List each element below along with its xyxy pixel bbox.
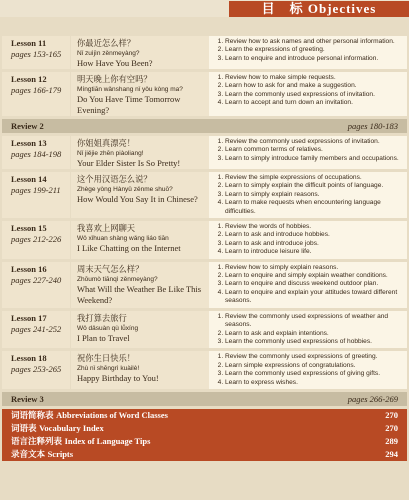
header-banner — [0, 0, 409, 17]
lesson-title-english: Happy Birthday to You! — [77, 373, 159, 384]
review-row — [2, 119, 407, 136]
lesson-info — [2, 72, 70, 116]
lesson-title-pinyin: Zhōumò tiānqì zěnmeyàng? — [77, 275, 158, 283]
appendix-section — [2, 409, 407, 461]
lesson-title-chinese: 你姐姐真漂亮！ — [77, 138, 136, 148]
lesson-title-chinese: 周末天气怎么样？ — [77, 263, 144, 274]
lesson-title-block — [70, 221, 209, 259]
lesson-objectives — [209, 351, 407, 389]
lesson-objectives — [209, 72, 407, 116]
appendix-row — [2, 422, 407, 435]
lesson-pages: pages 212-226 — [11, 234, 62, 245]
lesson-info — [2, 262, 70, 308]
appendix-page: 289 — [385, 436, 398, 447]
objective-item: 1. Review how to make simple requests. — [225, 74, 403, 82]
lesson-row — [2, 221, 407, 262]
objective-item: 1. Review the commonly used expressions of invitation. — [225, 138, 403, 146]
lesson-title-block — [70, 72, 209, 116]
appendix-title-english: Abbreviations of Word Classes — [56, 410, 168, 421]
objective-item: 2. Learn simple expressions of congratulations. — [225, 362, 403, 370]
lesson-number: Lesson 17 — [11, 312, 47, 323]
objective-list — [213, 138, 403, 163]
lesson-title-chinese: 我打算去旅行 — [77, 312, 127, 323]
objective-list — [213, 174, 403, 216]
lesson-info — [2, 221, 70, 259]
lesson-row — [2, 351, 407, 392]
lesson-info — [2, 311, 70, 349]
lesson-pages: pages 184-198 — [11, 149, 62, 159]
objective-item: 4. Learn to accept and turn down an invitation. — [225, 99, 403, 107]
lesson-title-pinyin: Míngtiān wǎnshang nǐ yǒu kòng ma? — [77, 86, 183, 93]
lesson-objectives — [209, 262, 407, 308]
objective-item: 2. Learn common terms of relatives. — [225, 146, 403, 154]
objectives-table — [2, 36, 407, 461]
objective-item: 1. Review the words of hobbies. — [225, 223, 403, 231]
appendix-title-english: Index of Language Tips — [64, 436, 151, 447]
lesson-info — [2, 351, 70, 389]
lesson-objectives — [209, 136, 407, 169]
objective-list — [213, 74, 403, 108]
appendix-row — [2, 409, 407, 422]
lesson-title-block — [70, 311, 209, 349]
lesson-title-pinyin: Nǐ zuìjìn zěnmeyàng? — [77, 50, 140, 57]
appendix-title-chinese: 词语简称表 — [11, 410, 54, 421]
lesson-title-chinese: 明天晚上你有空吗？ — [77, 74, 152, 84]
objective-item: 3. Learn to simply introduce family members and occupations. — [225, 155, 403, 163]
objective-item: 2. Learn the expressions of greeting. — [225, 46, 403, 54]
lesson-title-chinese: 你最近怎么样？ — [77, 38, 136, 48]
lesson-title-english: What Will the Weather Be Like This Weekend? — [77, 283, 202, 305]
review-row — [2, 392, 407, 409]
lesson-title-english: How Have You Been? — [77, 58, 153, 68]
lesson-title-block — [70, 172, 209, 218]
review-title: Review 3 — [11, 393, 44, 404]
objective-item: 3. Learn the commonly used expressions of giving gifts. — [225, 370, 403, 378]
objective-list — [213, 264, 403, 306]
objective-item: 1. Review the commonly used expressions of greeting. — [225, 353, 403, 361]
lesson-row — [2, 136, 407, 172]
objective-list — [213, 313, 403, 347]
objective-item: 4. Learn to express wishes. — [225, 379, 403, 387]
appendix-title-chinese: 词语表 — [11, 423, 37, 434]
objective-item: 2. Learn to ask and explain intentions. — [225, 330, 403, 338]
lesson-row — [2, 172, 407, 221]
objective-item: 4. Learn to make requests when encountering language difficulties. — [225, 199, 403, 216]
appendix-title-english: Scripts — [47, 449, 74, 460]
lesson-objectives — [209, 172, 407, 218]
lesson-info — [2, 172, 70, 218]
objective-item: 3. Learn to ask and introduce jobs. — [225, 240, 403, 248]
objective-item: 1. Review the simple expressions of occupations. — [225, 174, 403, 182]
lesson-title-english: I Like Chatting on the Internet — [77, 243, 181, 254]
lesson-title-english: Your Elder Sister Is So Pretty! — [77, 158, 181, 168]
lesson-title-english: I Plan to Travel — [77, 332, 130, 343]
page-title: 目 标 Objectives — [229, 1, 409, 17]
lesson-info — [2, 36, 70, 69]
lesson-title-pinyin: Zhù nǐ shēngrì kuàilè! — [77, 365, 140, 373]
objective-item: 2. Learn to simply explain the difficult points of language. — [225, 182, 403, 190]
appendix-page: 270 — [385, 423, 398, 434]
objective-list — [213, 353, 403, 387]
lesson-pages: pages 199-211 — [11, 185, 61, 195]
objective-list — [213, 223, 403, 257]
objective-item: 1. Review how to ask names and other personal information. — [225, 38, 403, 46]
lesson-pages: pages 153-165 — [11, 49, 62, 59]
objective-item: 3. Learn to enquire and discuss weekend outdoor plan. — [225, 280, 403, 288]
lesson-title-block — [70, 36, 209, 69]
lesson-number: Lesson 18 — [11, 353, 47, 364]
lesson-number: Lesson 16 — [11, 263, 47, 274]
lesson-number: Lesson 12 — [11, 74, 47, 84]
appendix-page: 294 — [385, 449, 398, 460]
lesson-row — [2, 262, 407, 311]
objective-item: 4. Learn to enquire and explain your attitudes toward different seasons. — [225, 289, 403, 306]
objective-item: 3. Learn to simply explain reasons. — [225, 191, 403, 199]
lesson-number: Lesson 14 — [11, 174, 47, 184]
lesson-number: Lesson 13 — [11, 138, 47, 148]
appendix-title — [11, 435, 150, 447]
appendix-title-chinese: 语言注释列表 — [11, 436, 63, 447]
lesson-row — [2, 311, 407, 352]
lesson-title-pinyin: Zhège yòng Hànyǔ zěnme shuō? — [77, 186, 173, 193]
lesson-title-pinyin: Wǒ dǎsuàn qù lǚxíng — [77, 324, 139, 332]
objective-item: 2. Learn how to ask for and make a suggestion. — [225, 82, 403, 90]
review-title: Review 2 — [11, 121, 44, 131]
objective-list — [213, 38, 403, 63]
review-pages: pages 180-183 — [347, 121, 398, 131]
lesson-pages: pages 166-179 — [11, 85, 62, 95]
lesson-info — [2, 136, 70, 169]
lesson-title-pinyin: Nǐ jiějie zhēn piàoliang! — [77, 150, 144, 157]
objective-item: 3. Learn the commonly used expressions of hobbies. — [225, 338, 403, 346]
objective-item: 4. Learn to introduce leisure life. — [225, 248, 403, 256]
lesson-pages: pages 253-265 — [11, 364, 62, 375]
appendix-title — [11, 448, 73, 460]
lesson-objectives — [209, 36, 407, 69]
lesson-title-block — [70, 262, 209, 308]
lesson-pages: pages 227-240 — [11, 274, 62, 285]
lesson-number: Lesson 15 — [11, 223, 47, 234]
lesson-title-block — [70, 136, 209, 169]
lesson-objectives — [209, 311, 407, 349]
objective-item: 3. Learn to enquire and introduce personal information. — [225, 55, 403, 63]
lesson-objectives — [209, 221, 407, 259]
objective-item: 3. Learn the commonly used expressions of invitation. — [225, 91, 403, 99]
lesson-title-chinese: 这个用汉语怎么说？ — [77, 174, 152, 184]
appendix-row — [2, 435, 407, 448]
appendix-title — [11, 422, 104, 434]
appendix-title — [11, 409, 168, 421]
lesson-title-pinyin: Wǒ xǐhuan shàng wǎng liáo tiān — [77, 235, 169, 243]
lesson-title-block — [70, 351, 209, 389]
objective-item: 2. Learn to ask and introduce hobbies. — [225, 231, 403, 239]
lesson-number: Lesson 11 — [11, 38, 47, 48]
objective-item: 2. Learn to enquire and simply explain weather conditions. — [225, 272, 403, 280]
lesson-title-english: How Would You Say It in Chinese? — [77, 194, 198, 204]
appendix-page: 270 — [385, 410, 398, 421]
lesson-title-chinese: 我喜欢上网聊天 — [77, 223, 136, 234]
appendix-title-chinese: 录音文本 — [11, 449, 46, 460]
appendix-title-english: Vocabulary Index — [39, 423, 104, 434]
lesson-title-chinese: 祝你生日快乐！ — [77, 353, 136, 364]
lesson-pages: pages 241-252 — [11, 323, 62, 334]
objective-item: 1. Review how to simply explain reasons. — [225, 264, 403, 272]
objective-item: 1. Review the commonly used expressions of weather and seasons. — [225, 313, 403, 330]
lesson-row — [2, 36, 407, 72]
lesson-title-english: Do You Have Time Tomorrow Evening? — [77, 94, 181, 115]
appendix-row — [2, 448, 407, 461]
lesson-row — [2, 72, 407, 119]
review-pages: pages 266-269 — [347, 393, 398, 404]
